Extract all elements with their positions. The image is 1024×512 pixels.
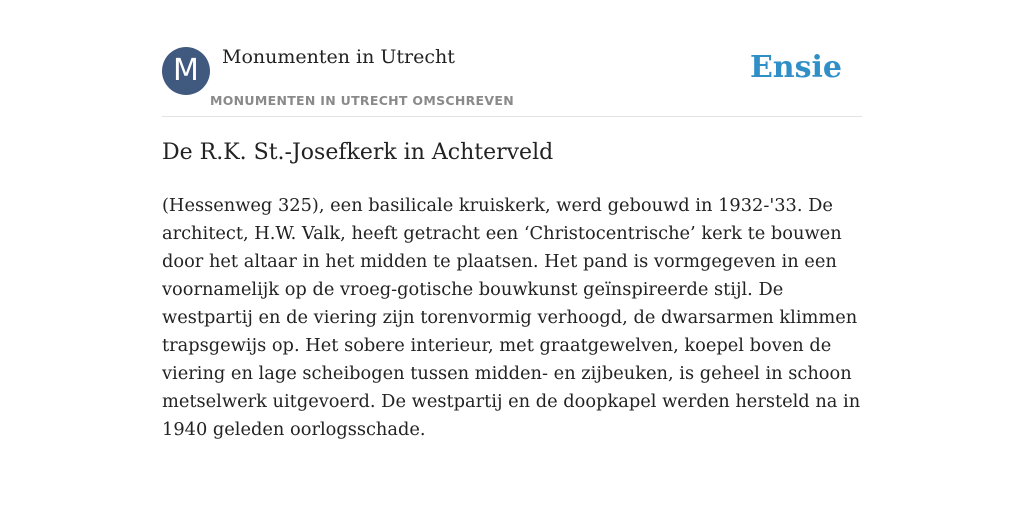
source-title[interactable]: Monumenten in Utrecht [222, 46, 455, 68]
avatar[interactable]: M [162, 47, 210, 95]
article-body: (Hessenweg 325), een basilicale kruiskerk, werd gebouwd in 1932-'33. De architect, H.W. Valk, heeft getracht een ‘Christocentrische’ kerk te bouwen door het altaar in het midden te plaatsen. Het pand is vormgegeven in een voornamelijk op de vroeg-gotische bouwkunst geïnspireerde stijl. De westpartij en de viering zijn torenvormig verhoogd, de dwarsarmen klimmen trapsgewijs op. Het sobere interieur, met graatgewelven, koepel boven de viering en lage scheibogen tussen midden- en zijbeuken, is geheel in schoon metselwerk uitgevoerd. De westpartij en de doopkapel werden hersteld na in 1940 geleden oorlogsschade. [162, 195, 861, 440]
header [162, 44, 862, 117]
brand-logo[interactable]: Ensie [749, 50, 842, 85]
article-title: De R.K. St.-Josefkerk in Achterveld [162, 140, 554, 165]
source-subtitle: MONUMENTEN IN UTRECHT OMSCHREVEN [210, 93, 514, 108]
